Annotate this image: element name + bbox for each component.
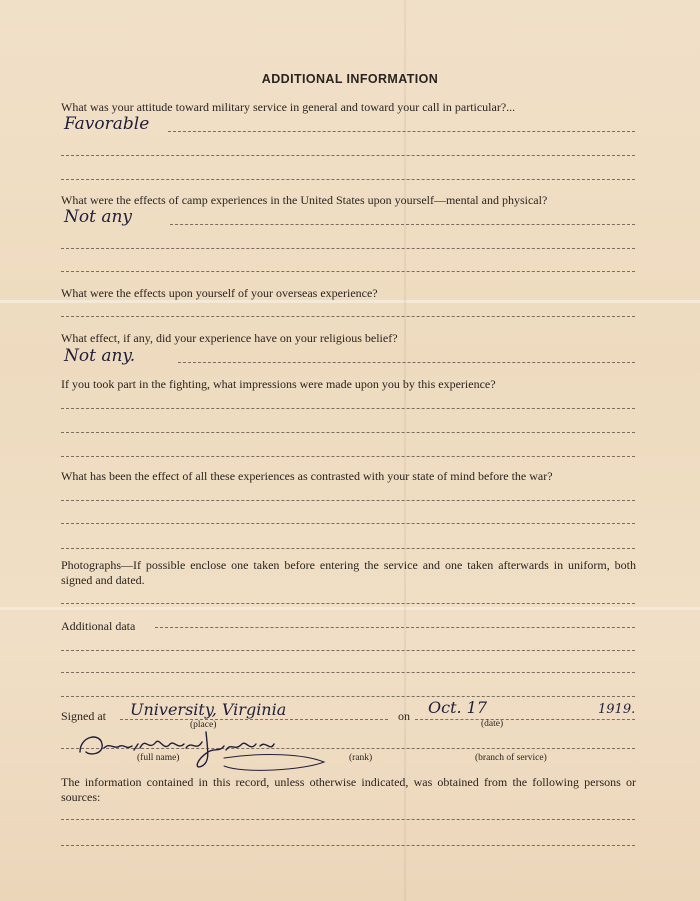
question-state-of-mind: What has been the effect of all these experiences as contrasted with your state of mind before the war? (61, 469, 553, 483)
place-caption: (place) (190, 720, 217, 730)
answer-line[interactable] (61, 696, 635, 697)
signed-at-label: Signed at (61, 709, 106, 723)
fullname-caption: (full name) (137, 753, 180, 763)
answer-line[interactable] (170, 224, 635, 225)
paper-fold (0, 607, 700, 610)
answer-line[interactable] (61, 523, 635, 524)
question-attitude: What was your attitude toward military service in general and toward your call in particular?... (61, 100, 516, 114)
answer-line[interactable] (61, 819, 635, 820)
signed-year-value: 1919. (598, 702, 636, 717)
answer-line[interactable] (178, 362, 635, 363)
sources-statement: The information contained in this record, unless otherwise indicated, was obtained from the following persons or sources: (61, 775, 636, 804)
answer-line[interactable] (61, 456, 635, 457)
rank-caption: (rank) (349, 753, 373, 763)
answer-line[interactable] (61, 271, 635, 272)
answer-line[interactable] (155, 627, 635, 628)
page-title: ADDITIONAL INFORMATION (261, 72, 439, 86)
photographs-instruction: Photographs—If possible enclose one taken before entering the service and one taken afterwards in uniform, both signed and dated. (61, 558, 636, 587)
date-line[interactable] (415, 719, 635, 720)
answer-line[interactable] (61, 672, 635, 673)
answer-attitude: Favorable (64, 114, 150, 134)
branch-caption: (branch of service) (475, 753, 547, 763)
answer-line[interactable] (61, 408, 635, 409)
answer-line[interactable] (61, 603, 635, 604)
signed-place-value: University, Virginia (130, 700, 287, 719)
question-religious-belief: What effect, if any, did your experience have on your religious belief? (61, 331, 398, 345)
on-label: on (398, 709, 410, 723)
place-line[interactable] (120, 719, 388, 720)
answer-religious-belief: Not any. (64, 346, 136, 366)
question-fighting: If you took part in the fighting, what impressions were made upon you by this experience? (61, 377, 496, 391)
question-overseas: What were the effects upon yourself of your overseas experience? (61, 286, 378, 300)
handwritten-signature (74, 722, 334, 774)
answer-line[interactable] (168, 131, 635, 132)
answer-line[interactable] (61, 432, 635, 433)
signed-date-value: Oct. 17 (428, 698, 488, 717)
answer-camp-effects: Not any (64, 207, 133, 227)
answer-line[interactable] (61, 179, 635, 180)
answer-line[interactable] (61, 548, 635, 549)
date-caption: (date) (481, 719, 504, 729)
answer-line[interactable] (61, 155, 635, 156)
answer-line[interactable] (61, 500, 635, 501)
question-camp-effects: What were the effects of camp experiences in the United States upon yourself—mental and physical? (61, 193, 548, 207)
answer-line[interactable] (61, 845, 635, 846)
answer-line[interactable] (61, 316, 635, 317)
paper-fold (404, 0, 406, 901)
additional-data-label: Additional data (61, 619, 136, 633)
answer-line[interactable] (61, 650, 635, 651)
answer-line[interactable] (61, 248, 635, 249)
